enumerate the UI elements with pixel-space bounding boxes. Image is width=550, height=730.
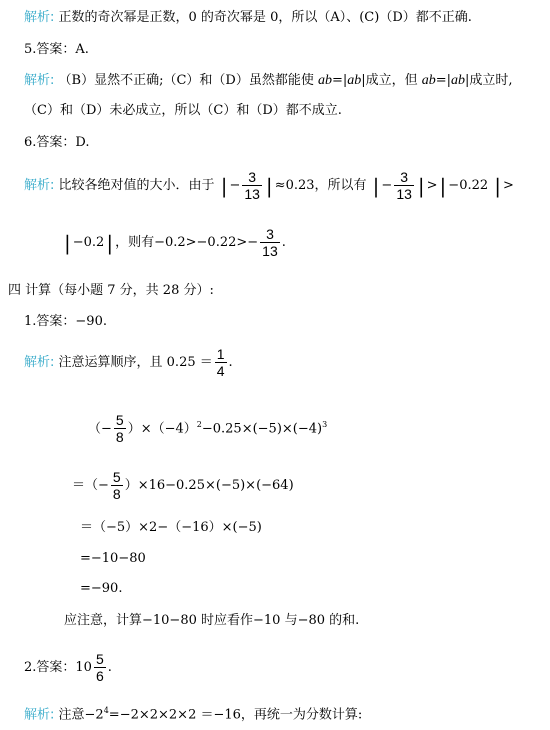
line-6-text-c: > <box>426 178 438 193</box>
line-12 <box>72 468 294 504</box>
analysis-label: 解析: <box>24 73 55 88</box>
abs-bar: | <box>265 173 273 198</box>
line-3-text-b: =| <box>331 73 348 88</box>
fraction-denominator: 8 <box>115 429 124 446</box>
line-6-text-b: ≈0.23，所以有 <box>274 178 367 193</box>
analysis-label: 解析: <box>24 10 55 25</box>
answer-2 <box>24 650 112 686</box>
fraction-denominator: 6 <box>95 668 104 684</box>
line-4: （C）和（D）未必成立，所以（C）和（D）都不成立. <box>24 103 342 118</box>
fraction-numerator: 5 <box>112 469 121 485</box>
fraction-3-13 <box>242 169 262 202</box>
fraction-denominator: 8 <box>112 486 121 502</box>
step-line: ＝（−5）×2−（−16）×(−5) <box>80 520 262 535</box>
line-11-text-a: （− <box>88 421 112 437</box>
abs-bar: | <box>439 173 447 198</box>
minus-sign: − <box>381 178 393 193</box>
line-7 <box>62 225 286 261</box>
fraction-denominator: 4 <box>216 363 225 379</box>
line-12-text-b: ）×16−0.25×(−5)×(−64) <box>124 478 294 493</box>
step-line: =−10−80 <box>80 551 146 566</box>
line-1-text: 正数的奇次幂是正数，0 的奇次幂是 0，所以（A）、(C)（D）都不正确. <box>58 10 472 25</box>
line-6-text-e: > <box>503 178 514 193</box>
exponent: 3 <box>322 420 328 429</box>
line-6 <box>24 168 514 204</box>
answer-2-text-b: . <box>107 660 112 675</box>
answer-6: 6.答案：D. <box>24 135 90 150</box>
line-11-text-b: ）×（−4） <box>127 421 197 437</box>
analysis-label: 解析: <box>24 178 55 193</box>
fraction-numerator: 3 <box>400 169 408 185</box>
analysis-label: 解析: <box>24 707 55 723</box>
answer-5: 5.答案：A. <box>24 42 89 57</box>
section-heading: 四 计算（每小题 7 分，共 28 分）: <box>8 283 214 298</box>
fraction-5-6 <box>94 651 106 684</box>
abs-bar: | <box>220 173 228 198</box>
line-3-text-c: |成立，但 <box>361 73 422 88</box>
line-3-text-d: =| <box>435 73 452 88</box>
line-10-text-a: 注意运算顺序，且 0.25 ＝ <box>58 355 213 370</box>
fraction-1-4 <box>215 346 227 379</box>
answer-2-text-a: 2.答案：10 <box>24 660 92 675</box>
abs-bar: | <box>494 173 502 198</box>
answer-1: 1.答案：−90. <box>24 314 107 329</box>
var-ab: ab <box>317 73 332 88</box>
fraction-numerator: 1 <box>216 346 225 362</box>
fraction-numerator: 5 <box>95 651 104 667</box>
line-6-text-a: 比较各绝对值的大小．由于 <box>58 178 215 193</box>
fraction-3-13 <box>394 169 414 202</box>
fraction-numerator: 5 <box>115 412 124 429</box>
line-11-text-c: −0.25×(−5)×(−4) <box>201 421 323 437</box>
abs-bar: | <box>64 230 71 255</box>
note-line: 应注意，计算−10−80 时应看作−10 与−80 的和. <box>64 613 360 628</box>
exponent: 4 <box>103 706 109 715</box>
line-1 <box>24 9 472 27</box>
line-7-text-a: −0.2 <box>72 235 105 250</box>
abs-bar: | <box>106 230 114 255</box>
exponent: 2 <box>196 420 202 429</box>
line-10 <box>24 345 233 381</box>
line-3-text-a: （B）显然不正确;（C）和（D）虽然都能使 <box>58 73 318 88</box>
line-10-text-b: . <box>228 355 233 370</box>
line-11 <box>88 407 327 447</box>
abs-bar: | <box>372 173 380 198</box>
minus-sign: − <box>229 178 241 193</box>
line-18-text-a: 注意−2 <box>58 707 104 723</box>
var-ab: ab <box>421 73 436 88</box>
line-6-text-d: −0.22 <box>448 178 489 193</box>
line-7-text-c: . <box>281 235 286 250</box>
line-18-text-b: =−2×2×2×2 ＝−16，再统一为分数计算: <box>108 707 363 723</box>
fraction-denominator: 13 <box>244 186 260 202</box>
line-18 <box>24 702 362 724</box>
analysis-label: 解析: <box>24 355 55 370</box>
fraction-5-8 <box>111 469 123 502</box>
var-ab: ab <box>451 73 466 88</box>
var-ab: ab <box>347 73 362 88</box>
fraction-numerator: 3 <box>266 226 274 242</box>
fraction-denominator: 13 <box>396 186 412 202</box>
line-12-text-a: ＝（− <box>72 478 109 493</box>
abs-bar: | <box>417 173 425 198</box>
fraction-3-13 <box>260 226 280 259</box>
line-3 <box>24 72 513 90</box>
line-7-text-b: ，则有−0.2>−0.22>− <box>115 235 259 250</box>
fraction-5-8 <box>114 412 126 445</box>
fraction-denominator: 13 <box>262 243 278 259</box>
step-line: =−90. <box>80 581 123 596</box>
line-3-text-e: |成立时, <box>465 73 513 88</box>
fraction-numerator: 3 <box>248 169 257 185</box>
